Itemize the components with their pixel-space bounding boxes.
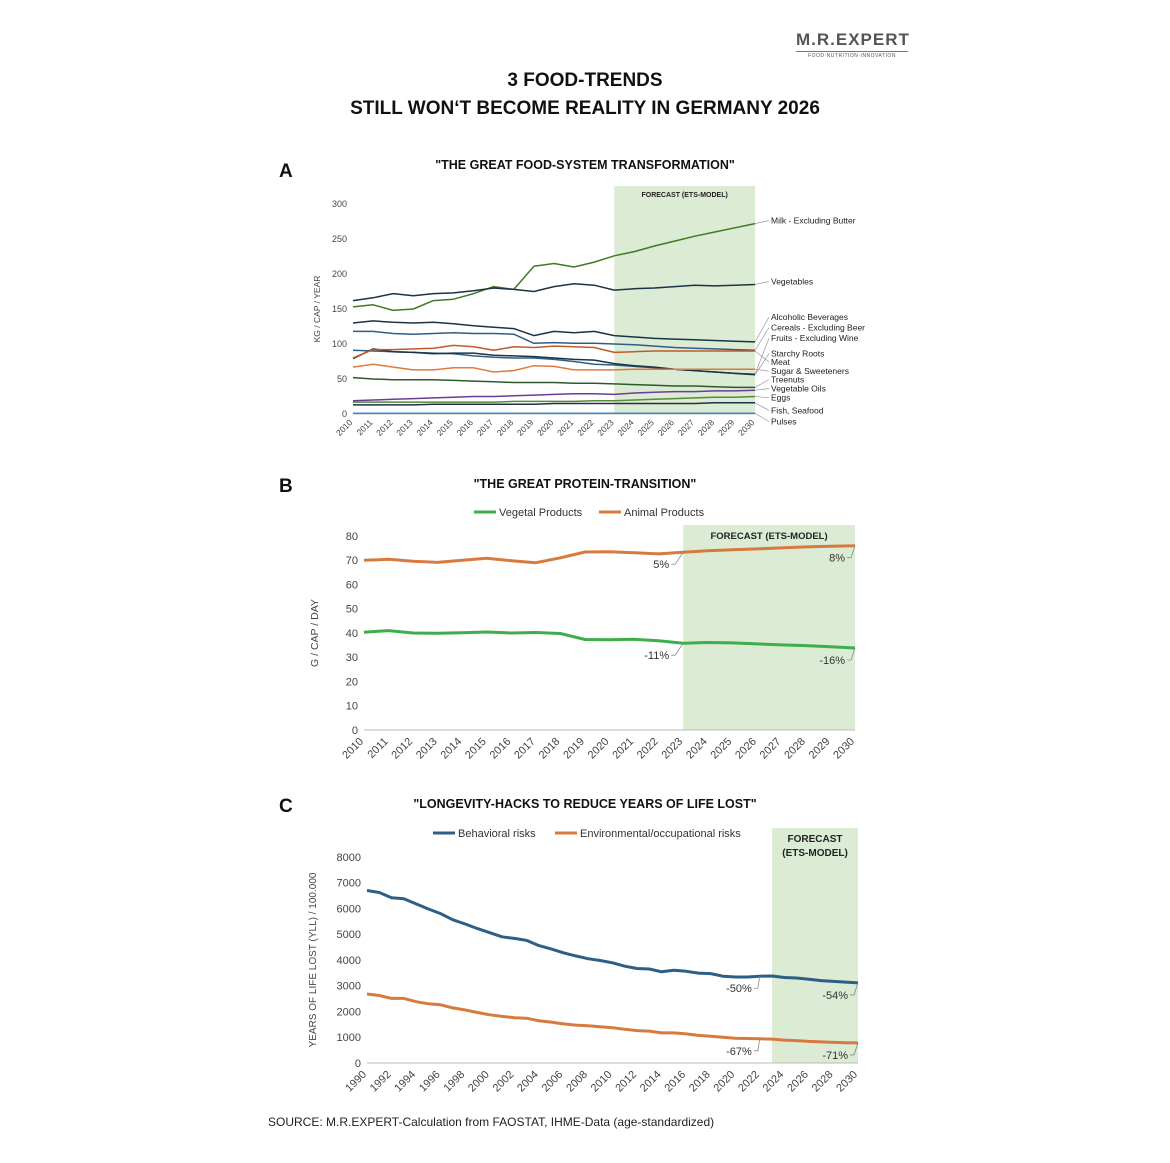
annotation-label: 5% <box>653 559 670 572</box>
y-tick-label: 300 <box>331 199 347 210</box>
x-tick-label: 2030 <box>834 1068 861 1095</box>
legend-label: Animal Products <box>624 507 705 519</box>
x-tick-label: 2022 <box>634 735 661 762</box>
x-tick-label: 2030 <box>735 417 757 438</box>
x-tick-label: 2018 <box>687 1068 713 1095</box>
x-tick-label: 2021 <box>555 417 576 438</box>
x-tick-label: 2013 <box>394 417 415 438</box>
annotation-label: 8% <box>829 552 845 565</box>
y-tick-label: 50 <box>336 374 347 385</box>
x-tick-label: 2020 <box>534 417 556 438</box>
x-tick-label: 2029 <box>715 417 737 438</box>
x-tick-label: 2018 <box>494 417 516 438</box>
x-tick-label: 2023 <box>595 417 616 438</box>
forecast-label: FORECAST (ETS-MODEL) <box>710 531 828 542</box>
x-tick-label: 2010 <box>333 417 355 438</box>
series-label: Fish, Seafood <box>771 405 824 416</box>
y-tick-label: 100 <box>331 339 347 350</box>
y-tick-label: 6000 <box>336 903 361 916</box>
y-tick-label: 0 <box>354 1057 361 1070</box>
y-tick-label: 150 <box>331 304 347 315</box>
x-tick-label: 2026 <box>733 735 759 762</box>
x-tick-label: 2020 <box>585 735 612 762</box>
series-label: Alcoholic Beverages <box>771 312 849 323</box>
annotation-label: -54% <box>822 989 848 1002</box>
x-tick-label: 2024 <box>760 1068 787 1095</box>
legend-label: Environmental/occupational risks <box>580 828 741 840</box>
series-label: Meat <box>771 357 790 367</box>
x-tick-label: 2028 <box>695 417 717 438</box>
y-tick-label: 50 <box>345 603 358 616</box>
annotation-label: -50% <box>726 983 752 996</box>
y-tick-label: 40 <box>345 627 358 640</box>
x-tick-label: 2015 <box>463 735 489 762</box>
x-tick-label: 2011 <box>365 735 391 761</box>
panel-letter-a: A <box>279 161 293 182</box>
x-tick-label: 2025 <box>635 417 656 438</box>
annotation-label: -71% <box>822 1049 848 1062</box>
x-tick-label: 2015 <box>434 417 455 438</box>
series-label: Starchy Roots <box>771 348 825 359</box>
x-tick-label: 2008 <box>564 1068 591 1095</box>
y-tick-label: 5000 <box>336 929 361 942</box>
x-tick-label: 2027 <box>757 735 784 762</box>
series-label: Vegetable Oils <box>771 383 826 394</box>
panel-letter-b: B <box>279 476 293 497</box>
x-tick-label: 2029 <box>806 735 833 762</box>
x-tick-label: 2012 <box>389 735 416 762</box>
y-tick-label: 80 <box>345 530 358 543</box>
y-tick-label: 200 <box>331 269 347 280</box>
annotation-label: -16% <box>819 655 845 668</box>
x-tick-label: 2024 <box>615 417 636 438</box>
x-tick-label: 2019 <box>514 417 536 438</box>
x-tick-label: 2026 <box>655 417 677 438</box>
x-tick-label: 2030 <box>831 735 858 762</box>
forecast-label-line-2: (ETS-MODEL) <box>782 848 848 859</box>
annotation-label: -67% <box>726 1045 752 1058</box>
legend-label: Behavioral risks <box>458 828 536 840</box>
x-tick-label: 2006 <box>539 1068 566 1095</box>
forecast-label-line-1: FORECAST <box>787 834 843 845</box>
x-tick-label: 2024 <box>684 735 710 762</box>
y-tick-label: 3000 <box>336 980 361 993</box>
series-label: Cereals - Excluding Beer <box>771 322 866 333</box>
x-tick-label: 2012 <box>613 1068 640 1095</box>
x-tick-label: 2010 <box>588 1068 615 1095</box>
x-tick-label: 2018 <box>536 735 563 762</box>
series-label: Vegetables <box>771 276 814 287</box>
panel-letter-c: C <box>279 796 293 817</box>
y-tick-label: 2000 <box>336 1006 361 1019</box>
x-tick-label: 2010 <box>340 735 367 762</box>
chart-b-title: "THE GREAT PROTEIN-TRANSITION" <box>473 477 697 491</box>
forecast-band <box>772 828 858 1063</box>
x-tick-label: 2028 <box>782 735 809 762</box>
series-label: Pulses <box>771 416 797 427</box>
x-tick-label: 1996 <box>416 1068 443 1095</box>
series-label: Treenuts <box>771 374 805 385</box>
x-tick-label: 2014 <box>637 1068 664 1095</box>
x-tick-label: 2016 <box>662 1068 689 1095</box>
brand-name: M.R.EXPERT <box>796 30 910 49</box>
x-tick-label: 2021 <box>610 735 637 762</box>
y-tick-label: 20 <box>345 676 358 689</box>
y-tick-label: 4000 <box>336 954 361 967</box>
chart-c-title: "LONGEVITY-HACKS TO REDUCE YEARS OF LIFE LOST" <box>413 797 757 811</box>
y-tick-label: 7000 <box>336 877 361 890</box>
legend-label: Vegetal Products <box>499 507 583 519</box>
x-tick-label: 1994 <box>392 1068 419 1095</box>
x-tick-label: 1998 <box>441 1068 468 1095</box>
x-tick-label: 2022 <box>575 417 596 438</box>
x-tick-label: 2000 <box>466 1068 492 1095</box>
x-tick-label: 1990 <box>343 1068 370 1095</box>
series-label: Eggs <box>771 392 791 403</box>
y-tick-label: 250 <box>331 234 347 245</box>
x-tick-label: 2017 <box>512 735 538 762</box>
x-tick-label: 2020 <box>711 1068 738 1095</box>
y-tick-label: 0 <box>351 724 358 737</box>
page-title-line-1: 3 FOOD-TRENDS <box>507 70 663 91</box>
x-tick-label: 2012 <box>374 417 395 438</box>
series-label: Milk - Excluding Butter <box>771 215 856 226</box>
source-note: SOURCE: M.R.EXPERT-Calculation from FAOSTAT, IHME-Data (age-standardized) <box>268 1115 715 1129</box>
y-tick-label: 8000 <box>336 851 361 864</box>
series-label: Fruits - Excluding Wine <box>771 333 859 344</box>
y-tick-label: 70 <box>345 555 358 568</box>
chart-a-title: "THE GREAT FOOD-SYSTEM TRANSFORMATION" <box>435 158 735 172</box>
forecast-label: FORECAST (ETS-MODEL) <box>641 192 728 199</box>
series-label: Sugar & Sweeteners <box>771 366 849 377</box>
annotation-leader <box>754 1039 760 1051</box>
x-tick-label: 2014 <box>414 417 435 438</box>
x-tick-label: 2011 <box>354 417 375 438</box>
x-tick-label: 2025 <box>708 735 735 762</box>
x-tick-label: 2022 <box>736 1068 762 1095</box>
x-tick-label: 2002 <box>490 1068 517 1095</box>
y-tick-label: 10 <box>345 700 358 713</box>
y-tick-label: 1000 <box>336 1032 361 1045</box>
y-tick-label: 60 <box>345 579 358 592</box>
x-tick-label: 2017 <box>474 417 496 438</box>
x-tick-label: 2016 <box>454 417 476 438</box>
x-tick-label: 2014 <box>438 735 465 762</box>
y-axis-label: YEARS OF LIFE LOST (YLL) / 100.000 <box>308 872 319 1048</box>
y-tick-label: 30 <box>345 652 358 665</box>
x-tick-label: 2013 <box>413 735 440 762</box>
x-tick-label: 2023 <box>659 735 686 762</box>
x-tick-label: 2016 <box>487 735 514 762</box>
x-tick-label: 2026 <box>785 1068 812 1095</box>
x-tick-label: 1992 <box>367 1068 394 1095</box>
x-tick-label: 2028 <box>809 1068 836 1095</box>
brand-tagline: FOOD·NUTRITION·INNOVATION <box>796 51 908 59</box>
y-tick-label: 0 <box>341 409 347 420</box>
x-tick-label: 2027 <box>675 417 697 438</box>
x-tick-label: 2004 <box>515 1068 541 1095</box>
x-tick-label: 2019 <box>561 735 588 762</box>
page-title-line-2: STILL WON‘T BECOME REALITY IN GERMANY 2026 <box>350 98 820 119</box>
annotation-label: -11% <box>644 650 670 663</box>
y-axis-label: G / CAP / DAY <box>309 599 321 667</box>
y-axis-label: KG / CAP / YEAR <box>312 275 322 343</box>
